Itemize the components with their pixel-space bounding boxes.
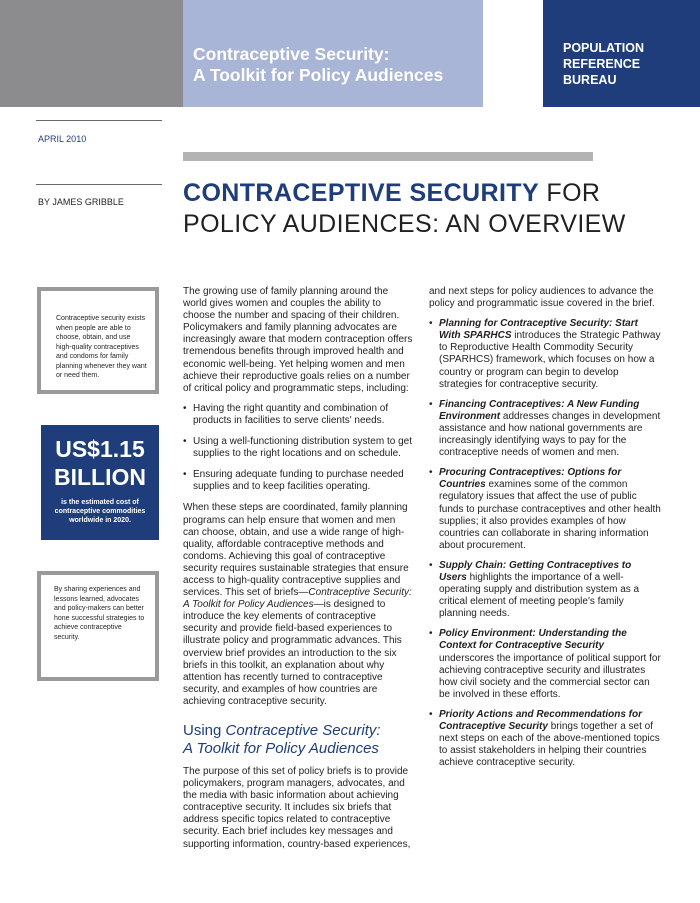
brief-entry — [429, 560, 661, 620]
quote-callout: By sharing experiences and lessons learned, advocates and policy-makers can better hone successful strategies to achieve contraceptive security. — [37, 571, 159, 681]
list-item — [183, 436, 413, 460]
section-heading — [183, 722, 413, 758]
publisher-line3: BUREAU — [563, 73, 617, 87]
section-heading-plain: Using — [183, 722, 226, 739]
body-column-2 — [429, 286, 661, 769]
divider — [36, 120, 162, 121]
body-paragraph — [183, 502, 413, 708]
series-title — [193, 44, 478, 86]
paragraph-text: —is designed to introduce the key elements of contraceptive security and provide field-based experiences to illustrate policy and programmatic advances. This overview brief provides an introduction to the six briefs in this toolkit, an explanation about why attention has recently turned to contraceptive security, and examples of how countries are achieving contraceptive security. — [183, 599, 402, 707]
page-title-rest: FOR — [539, 179, 601, 207]
brief-description: introduces the Strategic Pathway to Reproductive Health Commodity Security (SPARHCS) framework, which focuses on how a country or program can begin to develop strategies for contraceptive security. — [439, 330, 661, 390]
brief-entry — [429, 318, 661, 391]
author-byline: BY JAMES GRIBBLE — [38, 197, 124, 207]
steps-list — [183, 403, 413, 494]
header-spacer — [483, 0, 543, 107]
page-title-line2: POLICY AUDIENCES: AN OVERVIEW — [183, 210, 626, 238]
bullet-icon: • — [429, 318, 433, 330]
paragraph-text: When these steps are coordinated, family planning programs can help ensure that women and men can choose, obtain, and use a wide range of high-quality, affordable contraceptive methods and condoms. Achieving this goal of contraceptive security requires sustainable strategies that ensure access to high-quality contraceptive supplies and services. This set of briefs— — [183, 502, 409, 599]
page-title — [183, 178, 626, 240]
statistic-unit: BILLION — [54, 464, 146, 490]
list-item — [183, 403, 413, 427]
brief-title: Procuring Contraceptives: Options for Countries — [439, 467, 622, 491]
definition-callout: Contraceptive security exists when people are able to choose, obtain, and use high-quality contraceptives and condoms for family planning whenever they want or need them. — [37, 287, 159, 394]
bullet-icon: • — [183, 402, 187, 414]
bullet-icon: • — [183, 436, 187, 448]
bullet-icon: • — [429, 708, 433, 720]
page-title-strong: CONTRACEPTIVE SECURITY — [183, 179, 540, 207]
brief-description: examines some of the common regulatory issues that affect the use of public funds to purchase contraceptives and other health supplies; it also provides examples of how countries can collaborate in sharing information about procurement. — [439, 479, 661, 551]
list-item-text: Ensuring adequate funding to purchase needed supplies and to keep facilities operating. — [193, 469, 404, 493]
brief-description: underscores the importance of political support for achieving contraceptive security and illustrates how civil society and the commercial sector can be involved in these efforts. — [439, 652, 661, 700]
brief-description: highlights the importance of a well-operating supply and distribution system as a critical element of meeting people's family planning needs. — [439, 571, 640, 620]
body-paragraph: The purpose of this set of policy briefs is to provide policymakers, program managers, advocates, and the media with basic information about achieving contraceptive security. It includes six briefs that address specific topics related to contraceptive security. Each brief includes key messages and supporting information, country-based experiences, — [183, 766, 411, 850]
bullet-icon: • — [183, 469, 187, 481]
section-heading-italic: Contraceptive Security: — [225, 722, 381, 739]
brief-title: Policy Environment: Understanding the Context for Contraceptive Security — [439, 628, 627, 652]
statistic-callout — [41, 425, 159, 540]
section-heading-italic: A Toolkit for Policy Audiences — [183, 740, 379, 757]
continued-paragraph: and next steps for policy audiences to advance the policy and programmatic issue covered in the brief. — [429, 286, 655, 310]
title-rule — [183, 152, 593, 161]
brief-title: Priority Actions and Recommendations for Contraceptive Security — [439, 708, 642, 732]
publisher-line1: POPULATION — [563, 41, 645, 55]
series-title-line1: Contraceptive Security: — [193, 44, 390, 64]
brief-title: Planning for Contraceptive Security: Start With SPARHCS — [439, 318, 638, 342]
brief-title: Supply Chain: Getting Contraceptives to Users — [439, 559, 632, 583]
intro-paragraph: The growing use of family planning around the world gives women and couples the ability to choose the number and spacing of their children. Policymakers and family planning advocates are increasingly aware that modern contraception offers tremendous benefits through improved health and economic well-being. Yet helping women and men achieve their reproductive goals relies on a number of critical policy and programmatic steps, including: — [183, 286, 413, 394]
divider — [36, 184, 162, 185]
brief-description: addresses changes in development assistance and how national governments are increasingly identifying ways to pay for the contraceptive needs of women and men. — [439, 410, 661, 459]
publication-date: APRIL 2010 — [38, 134, 87, 144]
brief-title: Financing Contraceptives: A New Funding Environment — [439, 398, 640, 422]
bullet-icon: • — [429, 559, 433, 571]
brief-entry — [429, 467, 661, 552]
series-title-line2: A Toolkit for Policy Audiences — [193, 65, 444, 85]
statistic-value: US$1.15 — [55, 436, 145, 462]
statistic-caption: is the estimated cost of contraceptive commodities worldwide in 2020. — [54, 499, 146, 524]
toolkit-title-italic: Contraceptive Security: A Toolkit for Policy Audiences — [183, 587, 412, 611]
list-item-text: Having the right quantity and combination of products in facilities to serve clients' needs. — [193, 402, 389, 426]
publisher-logo-text — [563, 40, 644, 88]
bullet-icon: • — [429, 398, 433, 410]
brief-entry — [429, 628, 661, 701]
body-column-1 — [183, 286, 413, 851]
brief-entry — [429, 399, 661, 459]
header-gray-block — [0, 0, 183, 107]
bullet-icon: • — [429, 628, 433, 640]
bullet-icon: • — [429, 467, 433, 479]
brief-entry — [429, 709, 661, 769]
list-item — [183, 469, 413, 493]
list-item-text: Using a well-functioning distribution system to get supplies to the right locations and on schedule. — [193, 436, 412, 460]
publisher-line2: REFERENCE — [563, 57, 641, 71]
brief-description: brings together a set of next steps on each of the above-mentioned topics to assist stakeholders in helping their countries achieve contraceptive security. — [439, 721, 660, 769]
